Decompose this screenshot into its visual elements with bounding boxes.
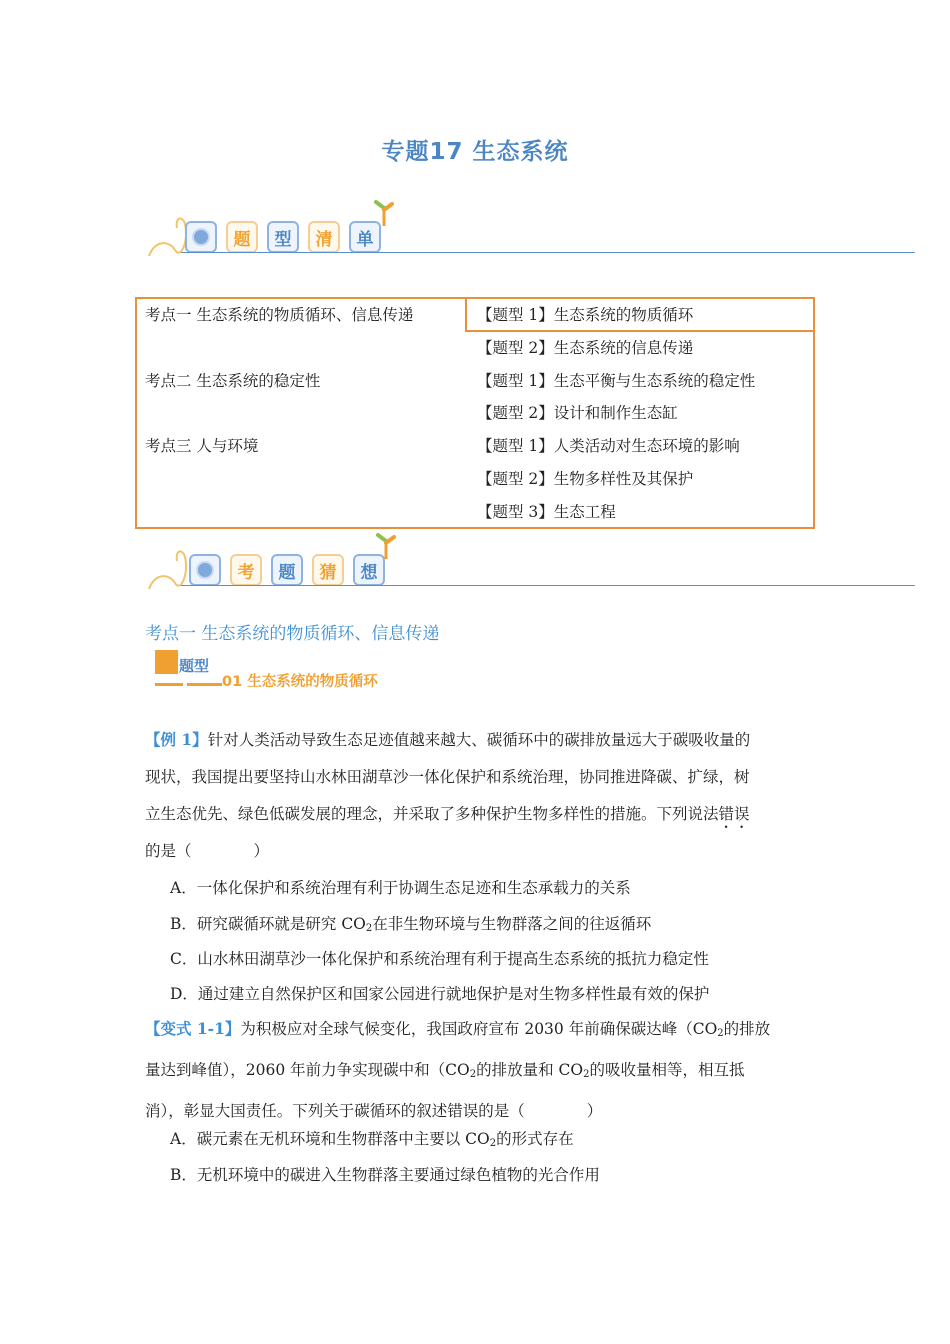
banner2-char-1: 考: [230, 554, 262, 586]
point-1: 考点一 生态系统的物质循环、信息传递: [145, 306, 414, 324]
example-1-stem: [145, 721, 805, 870]
globe-icon-tile: [189, 554, 221, 586]
banner2-char-2: 题: [271, 554, 303, 586]
option-b: B．研究碳循环就是研究 $CO_2$在非生物环境与生物群落之间的往返循环: [170, 915, 652, 934]
example-tag: 【例 1】: [145, 730, 208, 749]
type-4: 【题型 2】设计和制作生态缸: [477, 404, 678, 422]
banner1-char-4: 单: [349, 221, 381, 253]
option-c: C．山水林田湖草沙一体化保护和系统治理有利于提高生态系统的抵抗力稳定性: [170, 950, 709, 968]
type-block-icon: [155, 650, 178, 674]
banner-type-list: [145, 200, 915, 260]
sprout-icon: [375, 531, 397, 561]
variant-1-1-stem: 【变式 1-1】为积极应对全球气候变化，我国政府宣布 2030 年前确保碳达峰（$CO_2$的排放 量达到峰值），2060 年前力争实现碳中和（$CO_2$的排放量和 $CO_2$的吸收量相等，相互抵 消），彰显大国责任。下列关于碳循环的叙述错误的是（ ）: [145, 1019, 771, 1120]
sprout-icon: [373, 198, 395, 228]
type-bar: [187, 683, 222, 686]
variant-tag: 【变式 1-1】: [145, 1019, 241, 1038]
point-2: 考点二 生态系统的稳定性: [145, 372, 321, 390]
banner1-char-2: 型: [267, 221, 299, 253]
type-title: 01 生态系统的物质循环: [222, 674, 378, 690]
emphasis-word: 错误: [718, 805, 750, 823]
option-d: D．通过建立自然保护区和国家公园进行就地保护是对生物多样性最有效的保护: [170, 985, 710, 1003]
option-a: A．一体化保护和系统治理有利于协调生态足迹和生态承载力的关系: [170, 879, 631, 897]
variant-option-a: A．碳元素在无机环境和生物群落中主要以 $CO_2$的形式存在: [170, 1130, 574, 1149]
point-3: 考点三 人与环境: [145, 437, 259, 455]
type-label: [155, 650, 415, 690]
type-3: 【题型 1】生态平衡与生态系统的稳定性: [477, 372, 756, 390]
page-title: 专题17 生态系统: [381, 139, 569, 165]
type-5: 【题型 1】人类活动对生态环境的影响: [477, 437, 740, 455]
banner1-char-3: 清: [308, 221, 340, 253]
type-7: 【题型 3】生态工程: [477, 503, 616, 521]
banner-guess: [145, 533, 915, 593]
stem-line: 立生态优先、绿色低碳发展的理念，并采取了多种保护生物多样性的措施。下列说法: [145, 805, 719, 823]
type-1: 【题型 1】生态系统的物质循环: [477, 306, 694, 324]
banner1-char-1: 题: [226, 221, 258, 253]
type-6: 【题型 2】生物多样性及其保护: [477, 470, 694, 488]
variant-option-b: B．无机环境中的碳进入生物群落主要通过绿色植物的光合作用: [170, 1166, 600, 1184]
stem-line: 现状，我国提出要坚持山水林田湖草沙一体化保护和系统治理，协同推进降碳、扩绿，树: [145, 768, 750, 786]
stem-line: 针对人类活动导致生态足迹值越来越大、碳循环中的碳排放量远大于碳吸收量的: [207, 731, 751, 749]
banner-rule: [181, 252, 915, 253]
type-word: 题型: [179, 657, 210, 675]
globe-icon-tile: [185, 221, 217, 253]
type-2: 【题型 2】生态系统的信息传递: [477, 339, 694, 357]
type-bar: [155, 683, 183, 686]
banner2-char-4: 想: [353, 554, 385, 586]
banner-rule: [181, 585, 915, 586]
banner2-char-3: 猜: [312, 554, 344, 586]
stem-line: 的是（ ）: [145, 842, 270, 860]
section-heading: 考点一 生态系统的物质循环、信息传递: [145, 624, 440, 644]
